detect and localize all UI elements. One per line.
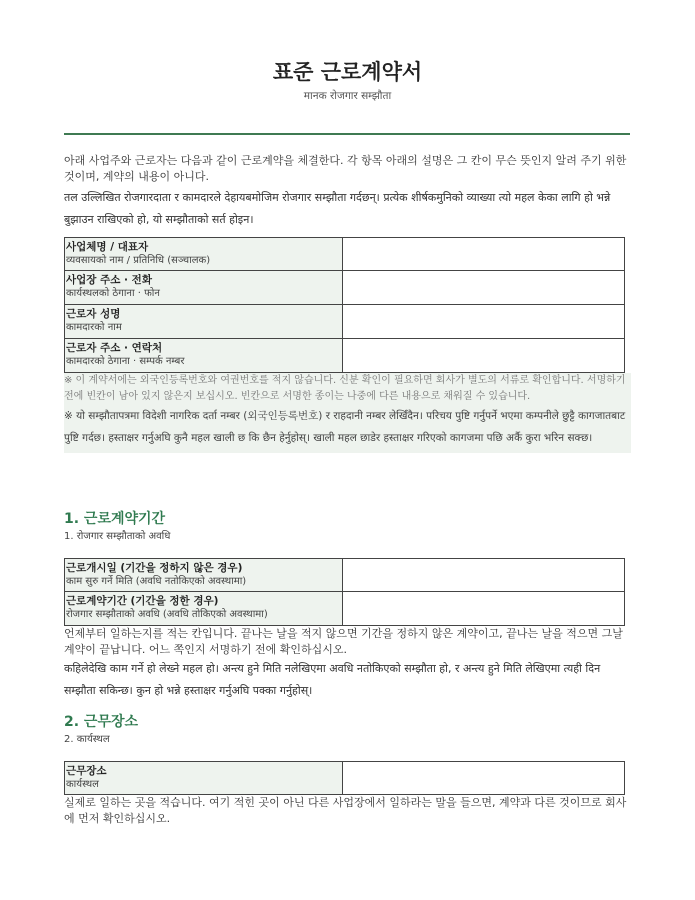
workplace-address-field[interactable] <box>343 271 625 305</box>
field-label-translation: कामदारको नाम <box>66 322 122 333</box>
table-row <box>65 339 625 373</box>
section-explanation-korean: 언제부터 일하는지를 적는 칸입니다. 끝나는 날을 적지 않으면 기간을 정하지 않은 계약이고, 끝나는 날을 적으면 그날 계약이 끝납니다. 어느 쪽인지 서명하기 전에 확인하십시오. <box>64 627 623 656</box>
field-label: 근로자 성명 <box>66 308 121 320</box>
table-row <box>65 592 625 626</box>
section-explanation-nepali: कहिलेदेखि काम गर्ने हो लेख्ने महल हो। अन्त्य हुने मिति नलेखिएमा अवधि नतोकिएको सम्झौता हो, र अन्त्य हुने मिति लेखिएमा त्यही दिन सम्झौता सकिन्छ। कुन हो भन्ने हस्ताक्षर गर्नुअघि पक्का गर्नुहोस्। <box>64 662 601 697</box>
table-row <box>65 762 625 795</box>
field-label-translation: कामदारको ठेगाना · सम्पर्क नम्बर <box>66 356 185 367</box>
intro-block <box>64 153 631 231</box>
field-label-translation: कार्यस्थलको ठेगाना · फोन <box>66 288 160 299</box>
id-notice-nepali: ※ यो सम्झौतापत्रमा विदेशी नागरिक दर्ता नम्बर (외국인등록번호) र राहदानी नम्बर लेखिँदैन। परिचय पुष्टि गर्नुपर्ने भएमा कम्पनीले छुट्टै कागजातबाट पुष्टि गर्दछ। हस्ताक्षर गर्नुअघि कुनै महल खाली छ कि छैन हेर्नुहोस्। खाली महल छाडेर हस्ताक्षर गरिएको कागजमा पछि अर्कै कुरा भरिन सक्छ। <box>64 410 626 444</box>
intro-korean: 아래 사업주와 근로자는 다음과 같이 근로계약을 체결한다. 각 항목 아래의 설명은 그 칸이 무슨 뜻인지 알려 주기 위한 것이며, 계약의 내용이 아니다. <box>64 154 627 183</box>
start-date-field[interactable] <box>343 559 625 592</box>
business-name-field[interactable] <box>343 238 625 271</box>
table-row <box>65 305 625 339</box>
field-label: 근로계약기간 (기간을 정한 경우) <box>66 595 219 607</box>
field-label: 근로자 주소 · 연락처 <box>66 342 163 354</box>
field-label-translation: कार्यस्थल <box>66 779 99 790</box>
field-label: 근무장소 <box>66 765 107 777</box>
contract-period-field[interactable] <box>343 592 625 626</box>
parties-table <box>64 237 625 373</box>
field-label-translation: रोजगार सम्झौताको अवधि (अवधि तोकिएको अवस्थामा) <box>66 609 268 620</box>
intro-nepali: तल उल्लिखित रोजगारदाता र कामदारले देहायबमोजिम रोजगार सम्झौता गर्दछन्। प्रत्येक शीर्षकमुनिको व्याख्या त्यो महल केका लागि हो भन्ने बुझाउन राखिएको हो, यो सम्झौताको सर्त होइन। <box>64 191 611 226</box>
table-row <box>65 238 625 271</box>
worker-name-field[interactable] <box>343 305 625 339</box>
id-notice <box>64 373 631 453</box>
section-title: 2. 근무장소 <box>64 714 139 730</box>
header-divider <box>64 133 630 135</box>
section-title: 1. 근로계약기간 <box>64 511 166 527</box>
section-explanation-korean: 실제로 일하는 곳을 적습니다. 여기 적힌 곳이 아닌 다른 사업장에서 일하라는 말을 들으면, 계약과 다른 것이므로 회사에 먼저 확인하십시오. <box>64 796 627 825</box>
field-label: 사업장 주소 · 전화 <box>66 274 152 286</box>
field-label-translation: व्यवसायको नाम / प्रतिनिधि (सञ्चालक) <box>66 255 211 266</box>
workplace-field[interactable] <box>343 762 625 795</box>
section-subtitle: 2. कार्यस्थल <box>64 734 110 745</box>
field-label: 근로개시일 (기간을 정하지 않은 경우) <box>66 562 243 574</box>
worker-address-field[interactable] <box>343 339 625 373</box>
workplace-table <box>64 761 625 795</box>
field-label: 사업체명 / 대표자 <box>66 241 149 253</box>
page-title: 표준 근로계약서 <box>272 60 423 84</box>
page-subtitle: मानक रोजगार सम्झौता <box>303 90 392 102</box>
section-contract-period <box>64 510 631 702</box>
table-row <box>65 559 625 592</box>
field-label-translation: काम सुरु गर्ने मिति (अवधि नतोकिएको अवस्थामा) <box>66 576 247 587</box>
id-notice-korean: ※ 이 계약서에는 외국인등록번호와 여권번호를 적지 않습니다. 신분 확인이 필요하면 회사가 별도의 서류로 확인합니다. 서명하기 전에 빈칸이 남아 있지 않은지 보십시오. 빈칸으로 서명한 종이는 나중에 다른 내용으로 채워질 수 있습니다. <box>64 375 626 402</box>
section-subtitle: 1. रोजगार सम्झौताको अवधि <box>64 531 171 542</box>
parties-block <box>64 237 631 453</box>
section-workplace <box>64 713 631 827</box>
table-row <box>65 271 625 305</box>
contract-period-table <box>64 558 625 626</box>
